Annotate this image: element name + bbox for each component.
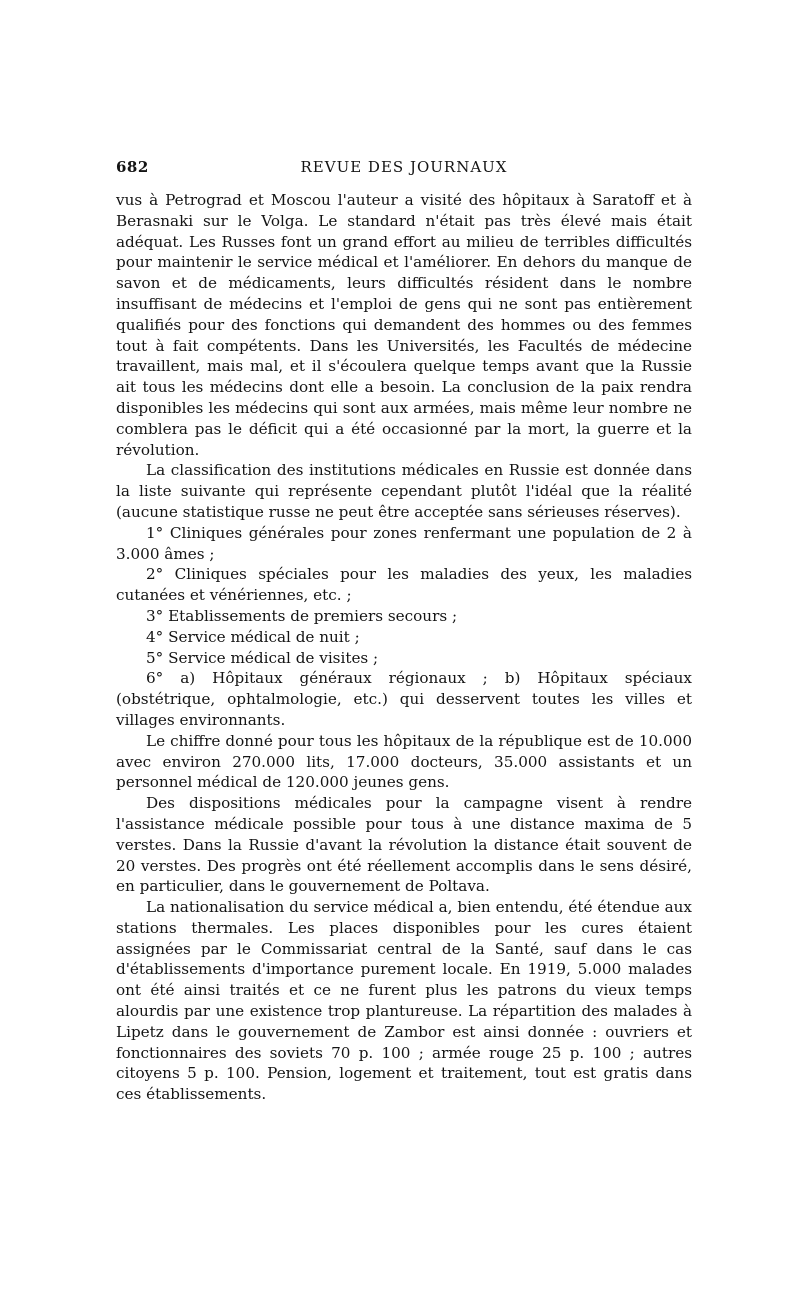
journal-title: REVUE DES JOURNAUX [300, 158, 508, 176]
paragraph-4: Des dispositions médicales pour la campagne visent à rendre l'assistance médicale possible pour tous à une distance maxima de 5 verstes. Dans la Russie d'avant la révolution la distance était souvent de 20 verstes. Des progrès ont été réellement accomplis dans le sens désiré, en particulier, dans le gouvernement de Poltava. [116, 794, 692, 896]
list-item-2: 2° Cliniques spéciales pour les maladies des yeux, les maladies cutanées et vénériennes, etc. ; [116, 565, 692, 605]
list-item-1: 1° Cliniques générales pour zones renfermant une population de 2 à 3.000 âmes ; [116, 523, 692, 563]
list-item-6: 6° a) Hôpitaux généraux régionaux ; b) Hôpitaux spéciaux (obstétrique, ophtalmologie, etc.) qui desservent toutes les villes et villages environnants. [116, 669, 692, 729]
list-item-4: 4° Service médical de nuit ; [146, 627, 360, 646]
document-page [116, 158, 692, 1105]
paragraph-3: Le chiffre donné pour tous les hôpitaux de la république est de 10.000 avec environ 270.000 lits, 17.000 docteurs, 35.000 assistants et un personnel médical de 120.000 jeunes gens. [116, 731, 692, 792]
article-body [116, 190, 692, 1105]
running-header [116, 158, 692, 180]
list-item-3: 3° Etablissements de premiers secours ; [146, 606, 458, 625]
list-item-5: 5° Service médical de visites ; [146, 648, 379, 667]
page-number: 682 [116, 158, 149, 176]
paragraph-5: La nationalisation du service médical a, bien entendu, été étendue aux stations thermales. Les places disponibles pour les cures étaient assignées par le Commissariat central de la Santé, sauf dans le cas d'établissements d'importance purement locale. En 1919, 5.000 malades ont été ainsi traités et ce ne furent plus les patrons du vieux temps alourdis par une existence trop plantureuse. La répartition des malades à Lipetz dans le gouvernement de Zambor est ainsi donnée : ouvriers et fonctionnaires des soviets 70 p. 100 ; armée rouge 25 p. 100 ; autres citoyens 5 p. 100. Pension, logement et traitement, tout est gratis dans ces établissements. [116, 898, 692, 1104]
paragraph-1: vus à Petrograd et Moscou l'auteur a visité des hôpitaux à Saratoff et à Berasnaki sur le Volga. Le standard n'était pas très élevé mais était adéquat. Les Russes font un grand effort au milieu de terribles difficultés pour maintenir le service médical et l'améliorer. En dehors du manque de savon et de médicaments, leurs difficultés résident dans le nombre insuffisant de médecins et l'emploi de gens qui ne sont pas entièrement qualifiés pour des fonctions qui demandent des hommes ou des femmes tout à fait compétents. Dans les Universités, les Facultés de médecine travaillent, mais mal, et il s'écoulera quelque temps avant que la Russie ait tous les médecins dont elle a besoin. La conclusion de la paix rendra disponibles les médecins qui sont aux armées, mais même leur nombre ne comblera pas le déficit qui a été occasionné par la mort, la guerre et la révolution. [116, 191, 692, 459]
paragraph-2: La classification des institutions médicales en Russie est donnée dans la liste suivante qui représente cependant plutôt l'idéal que la réalité (aucune statistique russe ne peut être acceptée sans sérieuses réserves). [116, 461, 692, 521]
